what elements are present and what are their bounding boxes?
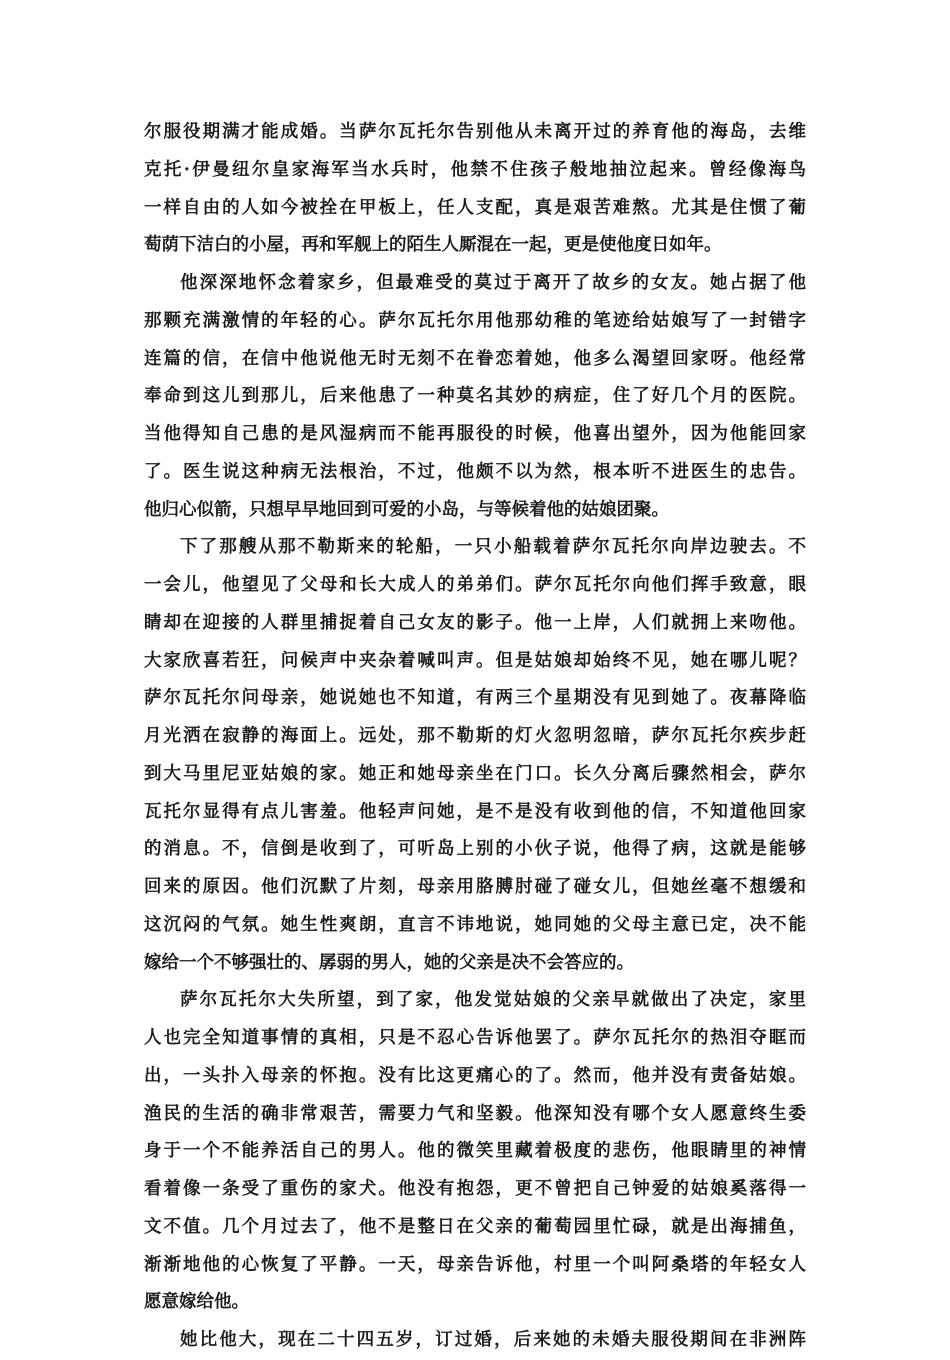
- text-line: 萨尔瓦托尔问母亲，她说她也不知道，有两三个星期没有见到她了。夜幕降临: [144, 688, 806, 709]
- text-line: 大家欣喜若狂，问候声中夹杂着喊叫声。但是姑娘却始终不见，她在哪儿呢？: [144, 650, 806, 671]
- text-line: 奉命到这儿到那儿，后来他患了一种莫名其妙的病症，住了好几个月的医院。: [144, 386, 806, 407]
- text-line: 瓦托尔显得有点儿害羞。他轻声问她，是不是没有收到他的信，不知道他回家: [144, 801, 806, 822]
- text-line: 到大马里尼亚姑娘的家。她正和她母亲坐在门口。长久分离后骤然相会，萨尔: [144, 763, 806, 784]
- text-line: 愿意嫁给他。: [144, 1292, 249, 1313]
- text-line: 他深深地怀念着家乡，但最难受的莫过于离开了故乡的女友。她占据了他: [180, 273, 806, 293]
- text-line: 渔民的生活的确非常艰苦，需要力气和坚毅。他深知没有哪个女人愿意终生委: [144, 1103, 806, 1124]
- text-line: 一样自由的人如今被拴在甲板上，任人支配，真是艰苦难熬。尤其是住惯了葡: [144, 197, 806, 218]
- text-line: 萨尔瓦托尔大失所望，到了家，他发觉姑娘的父亲早就做出了决定，家里: [180, 990, 806, 1011]
- text-line: 他归心似箭，只想早早地回到可爱的小岛，与等候着他的姑娘团聚。: [144, 499, 669, 520]
- text-line: 克托·伊曼纽尔皇家海军当水兵时，他禁不住孩子般地抽泣起来。曾经像海鸟: [144, 159, 806, 180]
- text-line: 这沉闷的气氛。她生性爽朗，直言不讳地说，她同她的父母主意已定，决不能: [144, 914, 806, 935]
- text-line: 回来的原因。他们沉默了片刻，母亲用胳膊肘碰了碰女儿，但她丝毫不想缓和: [144, 877, 806, 897]
- text-line: 那颗充满激情的年轻的心。萨尔瓦托尔用他那幼稚的笔迹给姑娘写了一封错字: [144, 310, 806, 331]
- text-line: 萄荫下洁白的小屋，再和军舰上的陌生人厮混在一起，更是使他度日如年。: [144, 235, 722, 256]
- text-line: 她比他大，现在二十四五岁，订过婚，后来她的未婚夫服役期间在非洲阵: [180, 1330, 806, 1350]
- text-line: 月光洒在寂静的海面上。远处，那不勒斯的灯火忽明忽暗，萨尔瓦托尔疾步赶: [144, 726, 806, 746]
- text-line: 连篇的信，在信中他说他无时无刻不在眷恋着她，他多么渴望回家呀。他经常: [144, 348, 806, 369]
- text-line: 文不值。几个月过去了，他不是整日在父亲的葡萄园里忙碌，就是出海捕鱼，: [144, 1216, 806, 1237]
- text-line: 一会儿，他望见了父母和长大成人的弟弟们。萨尔瓦托尔向他们挥手致意，眼: [144, 575, 806, 595]
- text-line: 尔服役期满才能成婚。当萨尔瓦托尔告别他从未离开过的养育他的海岛，去维: [144, 122, 806, 142]
- text-line: 了。医生说这种病无法根治，不过，他颇不以为然，根本听不进医生的忠告。: [144, 461, 806, 482]
- body-text: [144, 114, 806, 1360]
- text-line: 出，一头扑入母亲的怀抱。没有比这更痛心的了。然而，他并没有责备姑娘。: [144, 1065, 806, 1086]
- text-line: 嫁给一个不够强壮的、孱弱的男人，她的父亲是决不会答应的。: [144, 952, 634, 973]
- text-line: 的消息。不，信倒是收到了，可听岛上别的小伙子说，他得了病，这就是能够: [144, 839, 806, 860]
- text-line: 睛却在迎接的人群里捕捉着自己女友的影子。他一上岸，人们就拥上来吻他。: [144, 612, 806, 633]
- text-line: 下了那艘从那不勒斯来的轮船，一只小船载着萨尔瓦托尔向岸边驶去。不: [180, 537, 806, 558]
- text-line: 渐渐地他的心恢复了平静。一天，母亲告诉他，村里一个叫阿桑塔的年轻女人: [144, 1254, 806, 1275]
- text-line: 身于一个不能养活自己的男人。他的微笑里藏着极度的悲伤，他眼睛里的神情: [144, 1141, 806, 1162]
- text-line: 当他得知自己患的是风湿病而不能再服役的时候，他喜出望外，因为他能回家: [144, 424, 806, 444]
- text-line: 看着像一条受了重伤的家犬。他没有抱怨，更不曾把自己钟爱的姑娘奚落得一: [144, 1179, 806, 1199]
- text-line: 人也完全知道事情的真相，只是不忍心告诉他罢了。萨尔瓦托尔的热泪夺眶而: [144, 1028, 806, 1048]
